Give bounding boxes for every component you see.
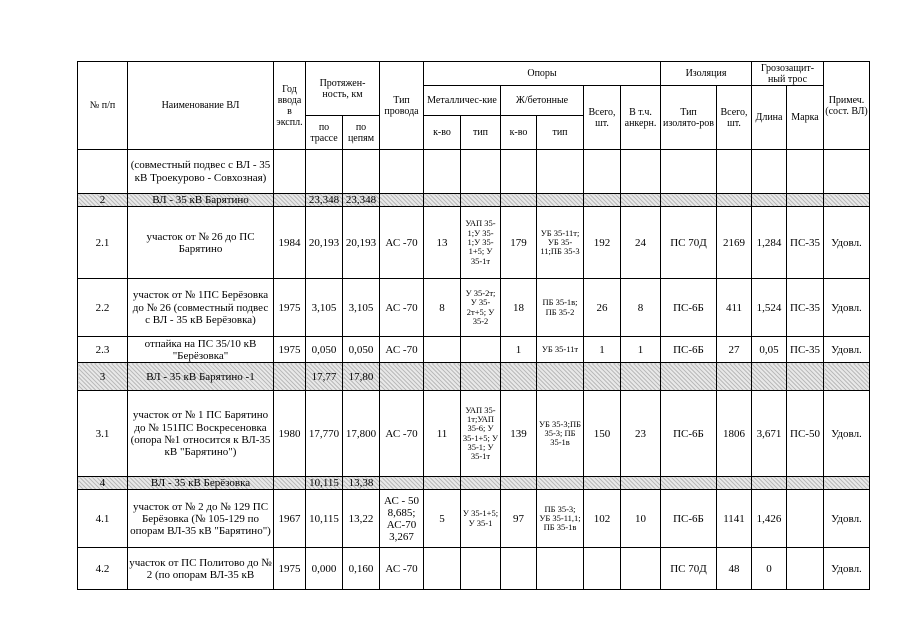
row-ins-total: 1806: [717, 391, 752, 477]
header-wire: Тип провода: [380, 62, 424, 150]
row-len-chain: 0,050: [343, 337, 380, 363]
section-row: [78, 194, 870, 207]
row-note: Удовл.: [824, 207, 870, 279]
row-total: 1: [584, 337, 621, 363]
row-anchor: [621, 548, 661, 590]
row-metal-type: УАП 35-1;У 35-1;У 35-1+5; У 35-1т: [461, 207, 501, 279]
row-wire: АС -70: [380, 391, 424, 477]
row-ins-type: ПС-6Б: [661, 391, 717, 477]
row-note: Удовл.: [824, 490, 870, 548]
header-metal-qty: к-во: [424, 116, 461, 150]
row-year: 1984: [274, 207, 306, 279]
row-len-route: 3,105: [306, 279, 343, 337]
section-num: 3: [78, 363, 128, 391]
row-brand: ПС-50: [787, 391, 824, 477]
row-concrete-type: УБ 35-11т: [537, 337, 584, 363]
row-total: 150: [584, 391, 621, 477]
row-metal-type: [461, 337, 501, 363]
header-brand: Марка: [787, 86, 824, 150]
header-name: Наименование ВЛ: [128, 62, 274, 150]
row-wire: АС - 50 8,685; АС-70 3,267: [380, 490, 424, 548]
header-ins-type: Тип изолято-ров: [661, 86, 717, 150]
row-ins-total: 27: [717, 337, 752, 363]
header-ins-total: Всего, шт.: [717, 86, 752, 150]
row-len-chain: 0,160: [343, 548, 380, 590]
row-metal-qty: 13: [424, 207, 461, 279]
row-lightning-length: 1,284: [752, 207, 787, 279]
row-concrete-qty: 179: [501, 207, 537, 279]
row-brand: [787, 490, 824, 548]
section-len-route: 23,348: [306, 194, 343, 207]
row-concrete-type: УБ 35-11т; УБ 35-11;ПБ 35-3: [537, 207, 584, 279]
row-ins-type: ПС-6Б: [661, 490, 717, 548]
row-year: 1975: [274, 337, 306, 363]
row-note: Удовл.: [824, 391, 870, 477]
row-num: 2.2: [78, 279, 128, 337]
row-metal-qty: [424, 337, 461, 363]
header-supports: Опоры: [424, 62, 661, 86]
row-anchor: 1: [621, 337, 661, 363]
row-len-chain: 20,193: [343, 207, 380, 279]
row-concrete-qty: [501, 548, 537, 590]
header-length: Протяжен-ность, км: [306, 62, 380, 116]
row-year: 1967: [274, 490, 306, 548]
row-total: 102: [584, 490, 621, 548]
table-row: [78, 207, 870, 279]
table-row: [78, 391, 870, 477]
section-num: 4: [78, 477, 128, 490]
row-lightning-length: 1,524: [752, 279, 787, 337]
row-len-chain: 17,800: [343, 391, 380, 477]
row-lightning-length: 3,671: [752, 391, 787, 477]
header-concrete: Ж/бетонные: [501, 86, 584, 116]
header-metal: Металличес-кие: [424, 86, 501, 116]
section-row: [78, 363, 870, 391]
header-concrete-qty: к-во: [501, 116, 537, 150]
row-ins-total: 48: [717, 548, 752, 590]
row-ins-type: ПС-6Б: [661, 337, 717, 363]
row-name: участок от № 1ПС Берёзовка до № 26 (совместный подвес с ВЛ - 35 кВ Берёзовка): [128, 279, 274, 337]
row-year: 1975: [274, 548, 306, 590]
table-row: [78, 150, 870, 194]
header-num: № п/п: [78, 62, 128, 150]
section-num: 2: [78, 194, 128, 207]
row-lightning-length: 0: [752, 548, 787, 590]
header-metal-type: тип: [461, 116, 501, 150]
row-wire: АС -70: [380, 279, 424, 337]
row-year: 1980: [274, 391, 306, 477]
row-name: (совместный подвес с ВЛ - 35 кВ Троекурово - Совхозная): [128, 150, 274, 194]
row-len-chain: 13,22: [343, 490, 380, 548]
row-total: 26: [584, 279, 621, 337]
row-ins-type: ПС 70Д: [661, 548, 717, 590]
section-name: ВЛ - 35 кВ Барятино -1: [128, 363, 274, 391]
row-lightning-length: 0,05: [752, 337, 787, 363]
row-metal-type: УАП 35-1т;УАП 35-6; У 35-1+5; У 35-1; У 35-1т: [461, 391, 501, 477]
row-metal-qty: 8: [424, 279, 461, 337]
section-name: ВЛ - 35 кВ Берёзовка: [128, 477, 274, 490]
row-num: [78, 150, 128, 194]
row-note: Удовл.: [824, 548, 870, 590]
row-len-chain: 3,105: [343, 279, 380, 337]
row-wire: АС -70: [380, 548, 424, 590]
row-concrete-type: ПБ 35-1в; ПБ 35-2: [537, 279, 584, 337]
row-len-route: 0,000: [306, 548, 343, 590]
row-anchor: 10: [621, 490, 661, 548]
header-note: Примеч. (сост. ВЛ): [824, 62, 870, 150]
table-row: [78, 279, 870, 337]
section-name: ВЛ - 35 кВ Барятино: [128, 194, 274, 207]
row-len-route: 0,050: [306, 337, 343, 363]
row-ins-total: 1141: [717, 490, 752, 548]
row-note: Удовл.: [824, 279, 870, 337]
row-concrete-type: [537, 548, 584, 590]
header-concrete-type: тип: [537, 116, 584, 150]
row-concrete-qty: 18: [501, 279, 537, 337]
row-note: Удовл.: [824, 337, 870, 363]
row-metal-qty: 5: [424, 490, 461, 548]
table-row: [78, 337, 870, 363]
row-num: 2.1: [78, 207, 128, 279]
row-total: 192: [584, 207, 621, 279]
row-concrete-qty: 1: [501, 337, 537, 363]
row-metal-qty: 11: [424, 391, 461, 477]
row-concrete-type: УБ 35-3;ПБ 35-3; ПБ 35-1в: [537, 391, 584, 477]
row-metal-type: У 35-1+5; У 35-1: [461, 490, 501, 548]
row-brand: ПС-35: [787, 207, 824, 279]
row-ins-total: 2169: [717, 207, 752, 279]
row-year: 1975: [274, 279, 306, 337]
row-name: участок от № 1 ПС Барятино до № 151ПС Воскресеновка (опора №1 относится к ВЛ-35 кВ "Барятино"): [128, 391, 274, 477]
row-anchor: 24: [621, 207, 661, 279]
row-len-route: 20,193: [306, 207, 343, 279]
row-anchor: 8: [621, 279, 661, 337]
row-metal-qty: [424, 548, 461, 590]
row-num: 3.1: [78, 391, 128, 477]
row-len-route: 10,115: [306, 490, 343, 548]
row-brand: ПС-35: [787, 279, 824, 337]
row-metal-type: У 35-2т; У 35-2т+5; У 35-2: [461, 279, 501, 337]
row-wire: АС -70: [380, 207, 424, 279]
row-num: 2.3: [78, 337, 128, 363]
section-len-chain: 23,348: [343, 194, 380, 207]
header-total: Всего, шт.: [584, 86, 621, 150]
table-row: [78, 490, 870, 548]
header-len-chain: по цепям: [343, 116, 380, 150]
section-len-route: 10,115: [306, 477, 343, 490]
row-name: участок от № 26 до ПС Барятино: [128, 207, 274, 279]
row-anchor: 23: [621, 391, 661, 477]
header-lightning-length: Длина: [752, 86, 787, 150]
row-wire: АС -70: [380, 337, 424, 363]
row-num: 4.2: [78, 548, 128, 590]
row-ins-total: 411: [717, 279, 752, 337]
header-len-route: по трассе: [306, 116, 343, 150]
row-num: 4.1: [78, 490, 128, 548]
table-row: [78, 548, 870, 590]
header-anchor: В т.ч. анкерн.: [621, 86, 661, 150]
row-concrete-qty: 139: [501, 391, 537, 477]
row-name: участок от № 2 до № 129 ПС Берёзовка (№ 105-129 по опорам ВЛ-35 кВ "Барятино"): [128, 490, 274, 548]
row-total: [584, 548, 621, 590]
section-len-chain: 13,38: [343, 477, 380, 490]
header-insulation: Изоляция: [661, 62, 752, 86]
row-brand: ПС-35: [787, 337, 824, 363]
header-year: Год ввода в экспл.: [274, 62, 306, 150]
row-ins-type: ПС 70Д: [661, 207, 717, 279]
row-concrete-type: ПБ 35-3; УБ 35-11,1; ПБ 35-1в: [537, 490, 584, 548]
row-concrete-qty: 97: [501, 490, 537, 548]
section-len-route: 17,77: [306, 363, 343, 391]
row-lightning-length: 1,426: [752, 490, 787, 548]
row-ins-type: ПС-6Б: [661, 279, 717, 337]
row-metal-type: [461, 548, 501, 590]
row-brand: [787, 548, 824, 590]
section-len-chain: 17,80: [343, 363, 380, 391]
row-name: участок от ПС Политово до № 2 (по опорам ВЛ-35 кВ: [128, 548, 274, 590]
row-name: отпайка на ПС 35/10 кВ "Берёзовка": [128, 337, 274, 363]
header-lightning: Грозозащит-ный трос: [752, 62, 824, 86]
vl-table: [77, 61, 870, 590]
section-row: [78, 477, 870, 490]
row-len-route: 17,770: [306, 391, 343, 477]
